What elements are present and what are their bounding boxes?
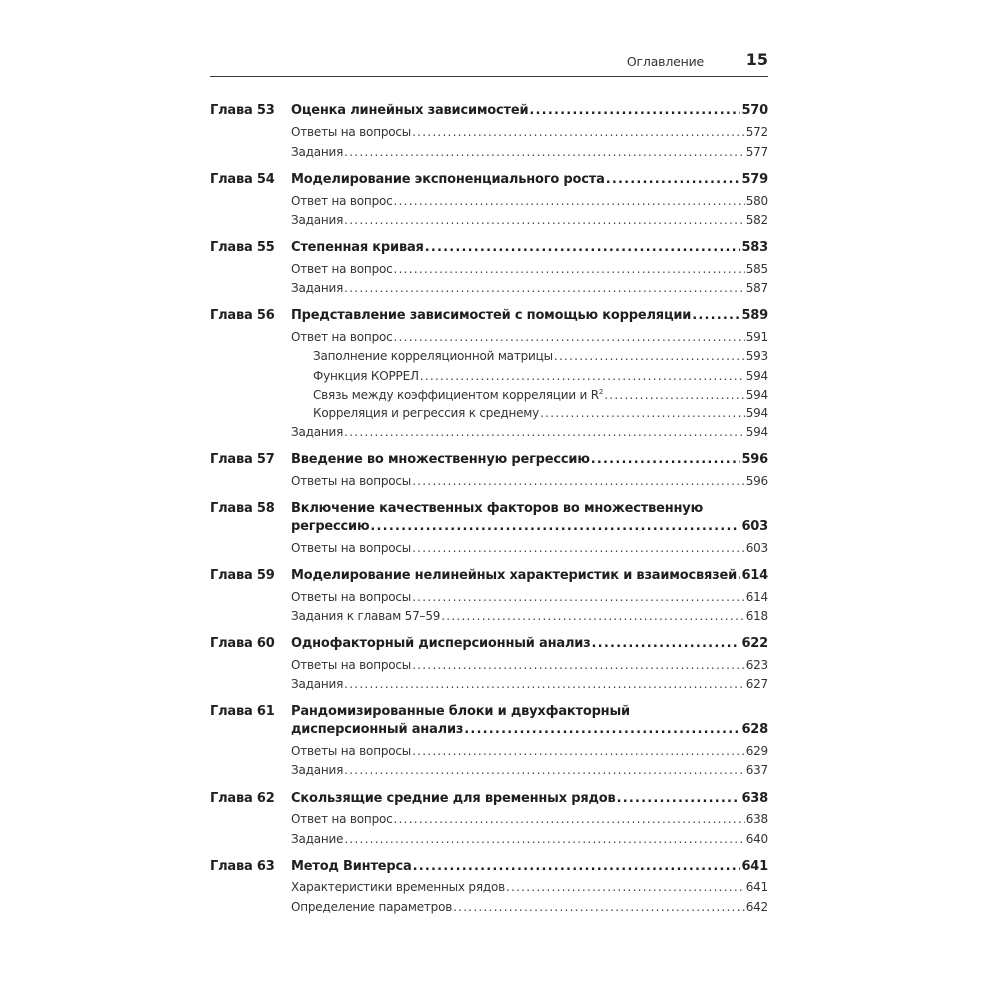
item-text: Ответ на вопрос: [291, 330, 393, 344]
chapter-label: Глава 59: [210, 568, 275, 583]
item-page: 593: [745, 349, 768, 363]
toc-item[interactable]: [291, 763, 768, 777]
chapter-title: Метод Винтерса: [291, 859, 412, 874]
chapter-label: Глава 61: [210, 704, 275, 719]
item-text: Связь между коэффициентом корреляции и R: [313, 388, 599, 402]
item-text: Ответ на вопрос: [291, 812, 393, 826]
chapter-label: Глава 54: [210, 172, 275, 187]
item-text: Задания: [291, 213, 344, 227]
chapter-title-line[interactable]: [291, 308, 768, 323]
toc-item[interactable]: [291, 474, 768, 488]
leader-dots: [394, 330, 745, 344]
toc-item[interactable]: [291, 677, 768, 691]
item-text: Ответы на вопросы: [291, 125, 412, 139]
running-header: [210, 50, 768, 77]
item-page: 585: [745, 262, 768, 276]
leader-dots: [344, 677, 745, 691]
toc-item[interactable]: [291, 541, 768, 555]
toc-subitem[interactable]: [313, 406, 768, 420]
leader-dots: [592, 636, 741, 651]
item-text: Характеристики временных рядов: [291, 880, 505, 894]
leader-dots: [412, 658, 745, 672]
chapter-title-line1: Рандомизированные блоки и двухфакторный: [291, 704, 630, 719]
chapter-page: 614: [741, 568, 768, 583]
leader-dots: [738, 568, 740, 583]
leader-dots: [464, 722, 740, 737]
item-text: Задания: [291, 425, 344, 439]
chapter-label: Глава 58: [210, 501, 275, 516]
chapter-title-line1: Включение качественных факторов во множественную: [291, 501, 704, 516]
chapter-page: 622: [741, 636, 768, 651]
leader-dots: [344, 145, 745, 159]
toc-item[interactable]: [291, 145, 768, 159]
item-page: 637: [745, 763, 768, 777]
item-page: 638: [745, 812, 768, 826]
leader-dots: [692, 308, 740, 323]
leader-dots: [529, 103, 740, 118]
leader-dots: [412, 590, 745, 604]
item-text: Ответ на вопрос: [291, 262, 393, 276]
leader-dots: [344, 832, 744, 846]
leader-dots: [617, 791, 741, 806]
chapter-page: 596: [741, 452, 768, 467]
toc-item[interactable]: [291, 832, 768, 846]
item-text: Ответы на вопросы: [291, 541, 412, 555]
leader-dots: [344, 425, 745, 439]
toc-item[interactable]: [291, 609, 768, 623]
leader-dots: [412, 541, 745, 555]
item-text: Ответ на вопрос: [291, 194, 393, 208]
leader-dots: [344, 763, 745, 777]
item-page: 627: [745, 677, 768, 691]
leader-dots: [412, 474, 745, 488]
leader-dots: [420, 369, 745, 383]
chapter-title: Степенная кривая: [291, 240, 424, 255]
leader-dots: [394, 262, 745, 276]
chapter-title: Введение во множественную регрессию: [291, 452, 590, 467]
toc-item[interactable]: [291, 425, 768, 439]
leader-dots: [394, 194, 745, 208]
chapter-title: Моделирование нелинейных характеристик и взаимосвязей: [291, 568, 738, 583]
chapter-page: 603: [741, 519, 768, 534]
leader-dots: [412, 744, 745, 758]
leader-dots: [412, 125, 745, 139]
leader-dots: [370, 519, 740, 534]
chapter-title-line[interactable]: [291, 636, 768, 651]
toc-subitem[interactable]: [313, 388, 768, 402]
item-text: Задания: [291, 763, 344, 777]
item-text: Задания: [291, 145, 344, 159]
item-text: Задания к главам 57–59: [291, 609, 441, 623]
item-page: 642: [745, 900, 768, 914]
item-text: Функция КОРРЕЛ: [313, 369, 419, 383]
leader-dots: [506, 880, 745, 894]
item-text: Ответы на вопросы: [291, 474, 412, 488]
toc-item[interactable]: [291, 812, 768, 826]
toc-item[interactable]: [291, 590, 768, 604]
item-page: 640: [745, 832, 768, 846]
chapter-label: Глава 53: [210, 103, 275, 118]
chapter-title: Оценка линейных зависимостей: [291, 103, 529, 118]
chapter-page: 570: [741, 103, 768, 118]
chapter-title-line[interactable]: [291, 519, 768, 534]
toc-item[interactable]: [291, 194, 768, 208]
item-text: Задания: [291, 677, 344, 691]
item-text: Ответы на вопросы: [291, 590, 412, 604]
item-text: Ответы на вопросы: [291, 744, 412, 758]
item-page: 591: [745, 330, 768, 344]
chapter-label: Глава 56: [210, 308, 275, 323]
chapter-label: Глава 57: [210, 452, 275, 467]
chapter-page: 583: [741, 240, 768, 255]
item-page: 594: [745, 388, 768, 402]
leader-dots: [554, 349, 745, 363]
leader-dots: [453, 900, 745, 914]
item-page: 582: [745, 213, 768, 227]
chapter-page: 641: [741, 859, 768, 874]
chapter-title-line[interactable]: [291, 240, 768, 255]
chapter-page: 638: [741, 791, 768, 806]
leader-dots: [425, 240, 741, 255]
chapter-title: Скользящие средние для временных рядов: [291, 791, 616, 806]
toc-subitem[interactable]: [313, 349, 768, 363]
item-page: 618: [745, 609, 768, 623]
item-page: 594: [745, 406, 768, 420]
item-page: 641: [745, 880, 768, 894]
chapter-title-line[interactable]: [291, 722, 768, 737]
leader-dots: [591, 452, 741, 467]
chapter-page: 589: [741, 308, 768, 323]
superscript: 2: [598, 388, 604, 396]
chapter-label: Глава 55: [210, 240, 275, 255]
item-page: 629: [745, 744, 768, 758]
toc-page: [210, 0, 768, 1000]
chapter-title: дисперсионный анализ: [291, 722, 464, 737]
item-text: Корреляция и регрессия к среднему: [313, 406, 540, 420]
chapter-title-line[interactable]: [291, 568, 768, 583]
chapter-title: Моделирование экспоненциального роста: [291, 172, 605, 187]
item-text: Заполнение корреляционной матрицы: [313, 349, 553, 363]
item-page: 623: [745, 658, 768, 672]
toc-item[interactable]: [291, 213, 768, 227]
leader-dots: [344, 281, 745, 295]
leader-dots: [540, 406, 745, 420]
chapter-title-line[interactable]: [291, 859, 768, 874]
leader-dots: [441, 609, 744, 623]
item-text-wrap: [313, 388, 603, 402]
toc-item[interactable]: [291, 281, 768, 295]
item-page: 596: [745, 474, 768, 488]
leader-dots: [413, 859, 741, 874]
item-text: Задание: [291, 832, 344, 846]
item-page: 572: [745, 125, 768, 139]
item-page: 614: [745, 590, 768, 604]
chapter-title: Однофакторный дисперсионный анализ: [291, 636, 591, 651]
chapter-title-line[interactable]: [291, 791, 768, 806]
chapter-title-line[interactable]: [291, 452, 768, 467]
item-page: 580: [745, 194, 768, 208]
item-page: 594: [745, 425, 768, 439]
toc-item[interactable]: [291, 658, 768, 672]
toc-subitem[interactable]: [313, 369, 768, 383]
chapter-page: 628: [741, 722, 768, 737]
chapter-title-line[interactable]: [291, 172, 768, 187]
toc-item[interactable]: [291, 744, 768, 758]
toc-item[interactable]: [291, 330, 768, 344]
item-page: 603: [745, 541, 768, 555]
toc-item[interactable]: [291, 125, 768, 139]
chapter-title-line[interactable]: [291, 103, 768, 118]
toc-item[interactable]: [291, 262, 768, 276]
page-number: 15: [745, 50, 768, 69]
chapter-title: Представление зависимостей с помощью корреляции: [291, 308, 692, 323]
chapter-label: Глава 63: [210, 859, 275, 874]
chapter-label: Глава 62: [210, 791, 275, 806]
item-text: Задания: [291, 281, 344, 295]
item-page: 587: [745, 281, 768, 295]
leader-dots: [606, 172, 741, 187]
leader-dots: [344, 213, 745, 227]
leader-dots: [604, 388, 745, 402]
leader-dots: [394, 812, 745, 826]
item-page: 594: [745, 369, 768, 383]
item-page: 577: [745, 145, 768, 159]
item-text: Определение параметров: [291, 900, 453, 914]
section-title: Оглавление: [626, 54, 704, 69]
chapter-page: 579: [741, 172, 768, 187]
toc-item[interactable]: [291, 900, 768, 914]
chapter-title: регрессию: [291, 519, 370, 534]
toc-item[interactable]: [291, 880, 768, 894]
item-text: Ответы на вопросы: [291, 658, 412, 672]
chapter-label: Глава 60: [210, 636, 275, 651]
